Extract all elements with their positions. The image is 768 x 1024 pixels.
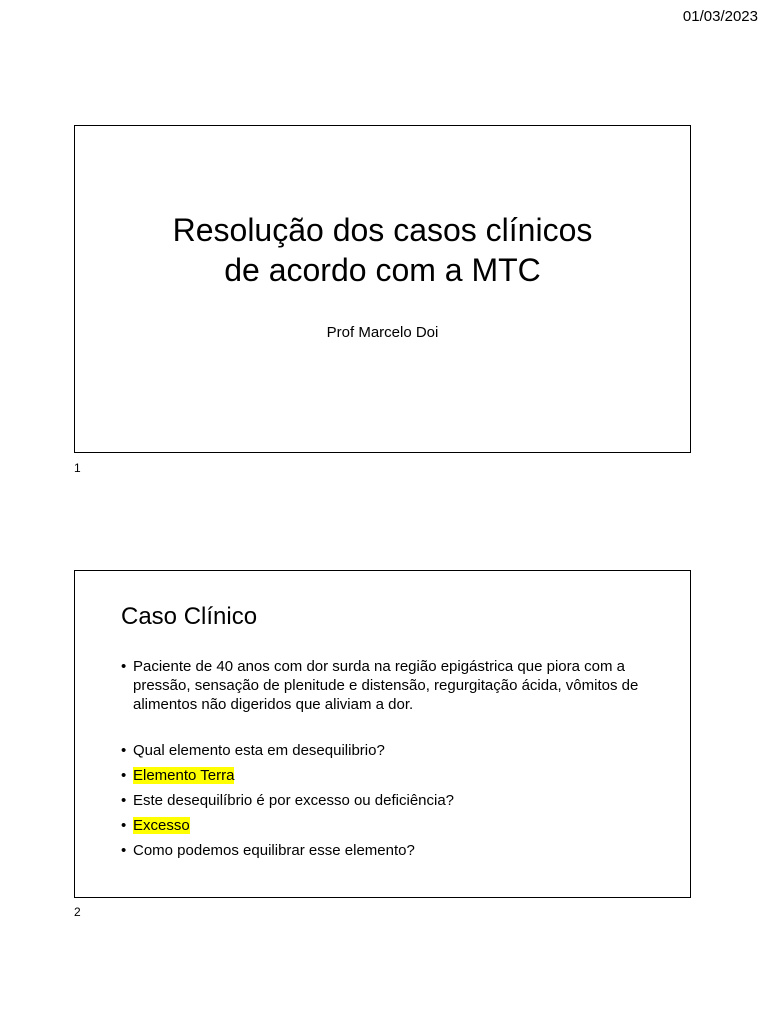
slide-number-1: 1	[74, 461, 81, 475]
slide-1-title	[75, 210, 690, 290]
bullet-answer-element	[121, 766, 660, 785]
bullet-answer-imbalance	[121, 816, 660, 835]
slide-1-title-line-1: Resolução dos casos clínicos	[172, 212, 593, 248]
slide-2	[74, 570, 691, 898]
highlighted-answer: Elemento Terra	[133, 767, 235, 784]
bullet-text: Este desequilíbrio é por excesso ou deficiência?	[133, 792, 455, 809]
slide-2-title: Caso Clínico	[121, 603, 258, 630]
slide-number-2: 2	[74, 905, 81, 919]
highlighted-answer: Excesso	[133, 817, 190, 834]
slide-1	[74, 125, 691, 453]
bullet-case-description	[121, 657, 660, 714]
bullet-text: Qual elemento esta em desequilibrio?	[133, 742, 385, 759]
bullet-question-imbalance	[121, 791, 660, 810]
slide-1-title-line-2: de acordo com a MTC	[224, 252, 541, 288]
bullet-text: Paciente de 40 anos com dor surda na região epigástrica que piora com a pressão, sensação de plenitude e distensão, regurgitação ácida, vômitos de alimentos não digeridos que aliviam a dor.	[133, 658, 639, 713]
slide-1-author: Prof Marcelo Doi	[326, 324, 439, 341]
bullet-question-balance	[121, 841, 660, 860]
bullet-question-element	[121, 741, 660, 760]
bullet-text: Como podemos equilibrar esse elemento?	[133, 842, 415, 859]
print-date: 01/03/2023	[682, 8, 758, 25]
bullet-list	[121, 657, 660, 866]
